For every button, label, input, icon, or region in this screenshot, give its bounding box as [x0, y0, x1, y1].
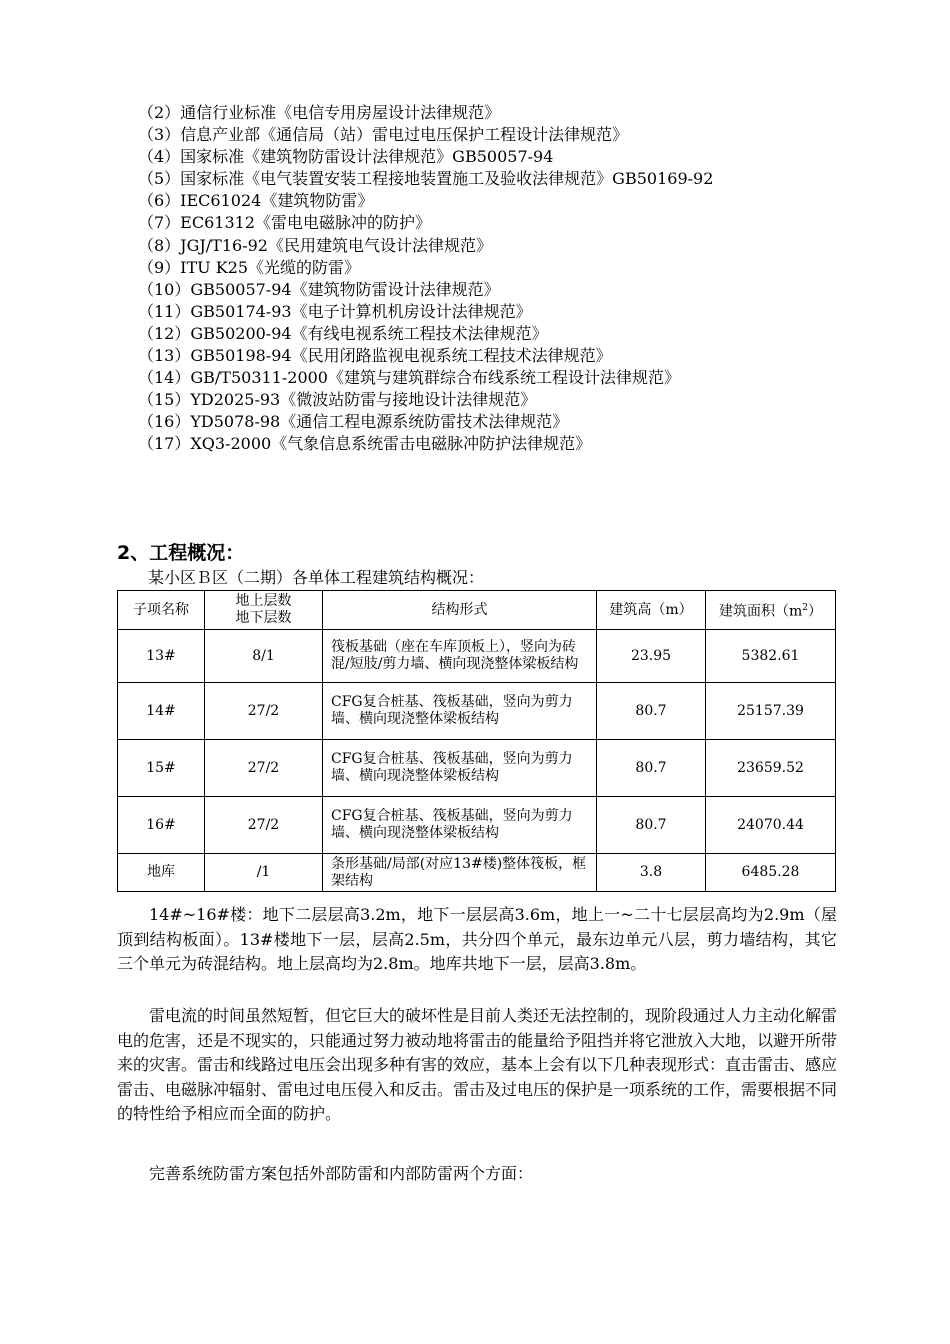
reference-item: （6）IEC61024《建筑物防雷》 — [138, 191, 374, 211]
header-area-text: 建筑面积（m — [718, 603, 803, 620]
table-row — [118, 797, 836, 854]
header-area — [706, 591, 836, 630]
reference-item: （4）国家标准《建筑物防雷设计法律规范》GB50057-94 — [138, 147, 554, 167]
paragraph-lightning: 雷电流的时间虽然短暂，但它巨大的破坏性是目前人类还无法控制的，现阶段通过人力主动化解雷电的危害，还是不现实的，只能通过努力被动地将雷击的能量给予阻挡并将它泄放入大地，以避开所带来的灾害。雷击和线路过电压会出现多种有害的效应，基本上会有以下几种表现形式：直击雷击、感应雷击、电磁脉冲辐射、雷电过电压侵入和反击。雷击及过电压的保护是一项系统的工作，需要根据不同的特性给予相应而全面的防护。 — [117, 1006, 838, 1124]
section-heading: 2、工程概况： — [117, 542, 245, 564]
cell-floors: 27/2 — [205, 683, 323, 740]
cell-area: 23659.52 — [706, 740, 836, 797]
reference-item: （10）GB50057-94《建筑物防雷设计法律规范》 — [138, 279, 500, 299]
cell-name: 16# — [118, 797, 205, 854]
reference-item: （17）XQ3-2000《气象信息系统雷击电磁脉冲防护法律规范》 — [138, 434, 592, 454]
paragraph-protection-scope: 完善系统防雷方案包括外部防雷和内部防雷两个方面： — [149, 1164, 534, 1183]
cell-floors: 8/1 — [205, 630, 323, 683]
cell-structure: 筏板基础（座在车库顶板上），竖向为砖混/短肢/剪力墙、横向现浇整体梁板结构 — [323, 630, 597, 683]
cell-structure: CFG复合桩基、筏板基础，竖向为剪力墙、横向现浇整体梁板结构 — [323, 683, 597, 740]
header-area-close: ） — [808, 603, 822, 620]
table-intro: 某小区Ｂ区（二期）各单体工程建筑结构概况： — [148, 568, 485, 587]
reference-item: （7）EC61312《雷电电磁脉冲的防护》 — [138, 213, 432, 233]
reference-item: （5）国家标准《电气装置安装工程接地装置施工及验收法律规范》GB50169-92 — [138, 169, 714, 189]
header-structure: 结构形式 — [323, 591, 597, 630]
header-area-sup: 2 — [802, 602, 808, 613]
reference-item: （12）GB50200-94《有线电视系统工程技术法律规范》 — [138, 323, 548, 343]
cell-floors: /1 — [205, 854, 323, 892]
cell-name: 地库 — [118, 854, 205, 892]
table-header-row — [118, 591, 836, 630]
cell-name: 14# — [118, 683, 205, 740]
reference-item: （9）ITU K25《光缆的防雷》 — [138, 257, 361, 277]
cell-height: 80.7 — [597, 797, 706, 854]
header-height: 建筑高（m） — [597, 591, 706, 630]
cell-floors: 27/2 — [205, 797, 323, 854]
table-row — [118, 740, 836, 797]
cell-height: 80.7 — [597, 683, 706, 740]
header-floors-below: 地下层数 — [235, 610, 292, 626]
table-row — [118, 630, 836, 683]
cell-structure: 条形基础/局部(对应13#楼)整体筏板，框架结构 — [323, 854, 597, 892]
cell-name: 13# — [118, 630, 205, 683]
reference-item: （16）YD5078-98《通信工程电源系统防雷技术法律规范》 — [138, 412, 569, 432]
reference-item: （3）信息产业部《通信局（站）雷电过电压保护工程设计法律规范》 — [138, 125, 629, 145]
cell-height: 23.95 — [597, 630, 706, 683]
cell-area: 6485.28 — [706, 854, 836, 892]
reference-item: （13）GB50198-94《民用闭路监视电视系统工程技术法律规范》 — [138, 346, 612, 366]
table-row — [118, 683, 836, 740]
cell-area: 5382.61 — [706, 630, 836, 683]
cell-floors: 27/2 — [205, 740, 323, 797]
cell-area: 25157.39 — [706, 683, 836, 740]
paragraph-floor-heights: 14#~16#楼：地下二层层高3.2m，地下一层层高3.6m，地上一~二十七层层高均为2.9m（屋顶到结构板面）。13#楼地下一层，层高2.5m，共分四个单元，最东边单元八层，剪力墙结构，其它三个单元为砖混结构。地上层高均为2.8m。地库共地下一层，层高3.8m。 — [117, 905, 837, 974]
table-row — [118, 854, 836, 892]
reference-item: （8）JGJ/T16-92《民用建筑电气设计法律规范》 — [138, 235, 492, 255]
cell-area: 24070.44 — [706, 797, 836, 854]
cell-structure: CFG复合桩基、筏板基础，竖向为剪力墙、横向现浇整体梁板结构 — [323, 740, 597, 797]
header-floors — [205, 591, 323, 630]
reference-item: （14）GB/T50311-2000《建筑与建筑群综合布线系统工程设计法律规范》 — [138, 368, 680, 388]
reference-item: （2）通信行业标准《电信专用房屋设计法律规范》 — [138, 103, 501, 122]
cell-height: 3.8 — [597, 854, 706, 892]
cell-structure: CFG复合桩基、筏板基础，竖向为剪力墙、横向现浇整体梁板结构 — [323, 797, 597, 854]
reference-item: （11）GB50174-93《电子计算机机房设计法律规范》 — [138, 301, 532, 321]
cell-height: 80.7 — [597, 740, 706, 797]
reference-list — [138, 102, 838, 456]
header-name: 子项名称 — [118, 591, 205, 630]
reference-item: （15）YD2025-93《微波站防雷与接地设计法律规范》 — [138, 390, 537, 410]
building-structure-table — [117, 590, 836, 892]
cell-name: 15# — [118, 740, 205, 797]
header-floors-above: 地上层数 — [235, 593, 292, 609]
